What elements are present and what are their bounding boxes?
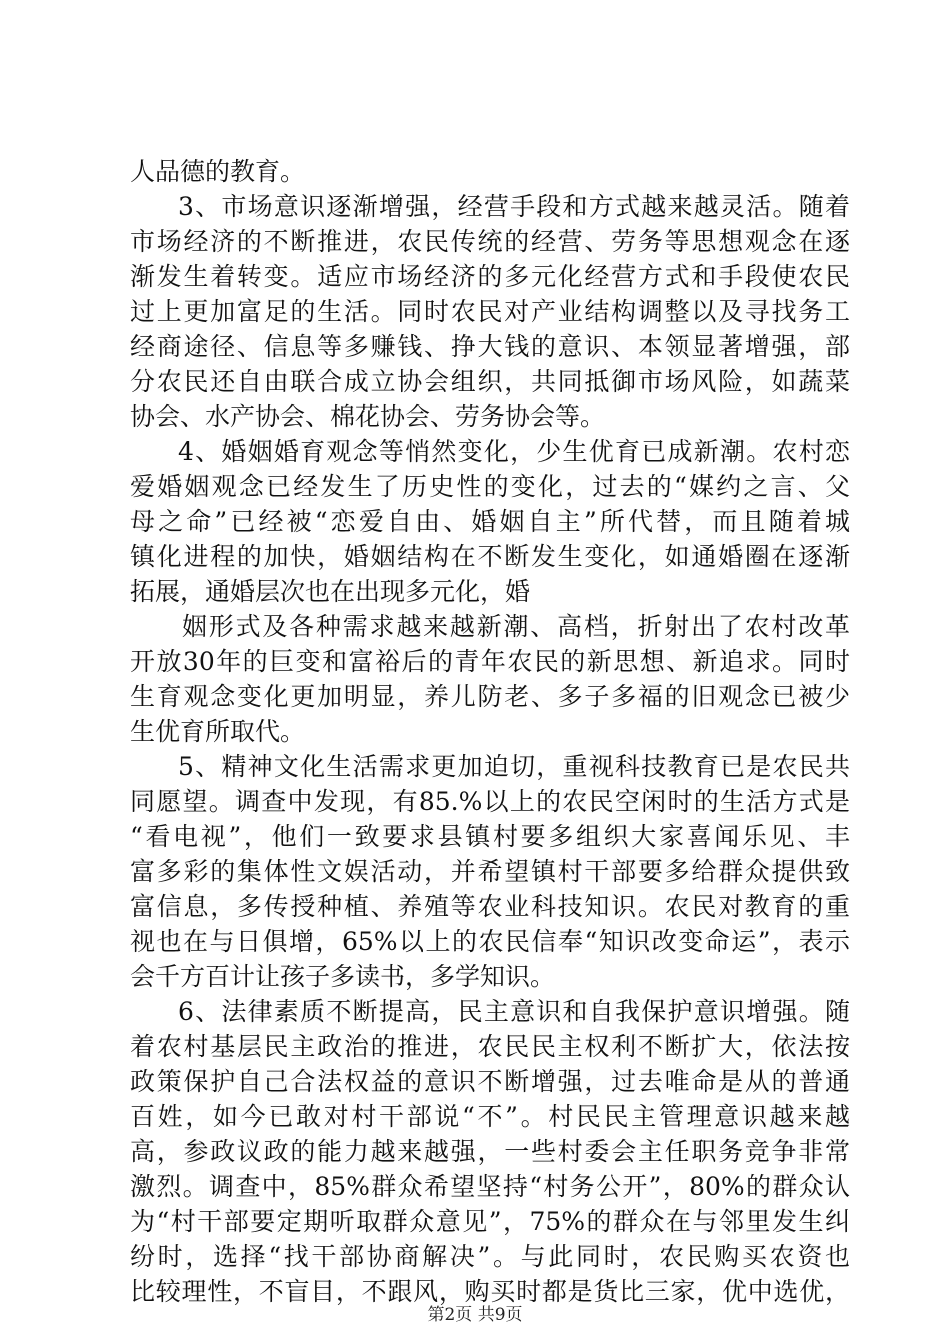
text-line: 开放30年的巨变和富裕后的青年农民的新思想、新追求。同时 [130,647,850,676]
page-footer: 第2页 共9页 [427,1305,523,1325]
text-line: 生优育所取代。 [130,717,306,746]
text-line: 渐发生着转变。适应市场经济的多元化经营方式和手段使农民 [130,262,850,291]
text-line: 5、精神文化生活需求更加迫切，重视科技教育已是农民共 [178,752,850,781]
text-line: 市场经济的不断推进，农民传统的经营、劳务等思想观念在逐 [130,227,850,256]
text-line: “看电视”，他们一致要求县镇村要多组织大家喜闻乐见、丰 [130,822,850,851]
text-line: 比较理性，不盲目，不跟风，购买时都是货比三家，优中选优， [130,1277,850,1306]
text-line: 3、市场意识逐渐增强，经营手段和方式越来越灵活。随着 [178,192,850,221]
text-line: 生育观念变化更加明显，养儿防老、多子多福的旧观念已被少 [130,682,850,711]
text-line: 过上更加富足的生活。同时农民对产业结构调整以及寻找务工 [130,297,850,326]
text-line: 政策保护自己合法权益的意识不断增强，过去唯命是从的普通 [130,1067,850,1096]
text-line: 4、婚姻婚育观念等悄然变化，少生优育已成新潮。农村恋 [178,437,850,466]
text-line: 爱婚姻观念已经发生了历史性的变化，过去的“媒约之言、父 [130,472,850,501]
text-line: 激烈。调查中，85%群众希望坚持“村务公开”，80%的群众认 [130,1172,850,1201]
text-line: 拓展，通婚层次也在出现多元化，婚 [130,577,531,606]
text-line: 会千方百计让孩子多读书，多学知识。 [130,962,556,991]
text-line: 富多彩的集体性文娱活动，并希望镇村干部要多给群众提供致 [130,857,850,886]
text-line: 为“村干部要定期听取群众意见”，75%的群众在与邻里发生纠 [130,1207,850,1236]
text-line: 人品德的教育。 [130,157,306,186]
text-line: 同愿望。调查中发现，有85.%以上的农民空闲时的生活方式是 [130,787,850,816]
text-line: 高，参政议政的能力越来越强，一些村委会主任职务竞争非常 [130,1137,850,1166]
text-line: 协会、水产协会、棉花协会、劳务协会等。 [130,402,606,431]
text-line: 镇化进程的加快，婚姻结构在不断发生变化，如通婚圈在逐渐 [130,542,850,571]
text-line: 6、法律素质不断提高，民主意识和自我保护意识增强。随 [178,997,850,1026]
text-line: 姻形式及各种需求越来越新潮、高档，折射出了农村改革 [182,612,850,641]
text-line: 富信息，多传授种植、养殖等农业科技知识。农民对教育的重 [130,892,850,921]
text-line: 纷时，选择“找干部协商解决”。与此同时，农民购买农资也 [130,1242,850,1271]
text-line: 母之命”已经被“恋爱自由、婚姻自主”所代替，而且随着城 [130,507,850,536]
text-line: 分农民还自由联合成立协会组织，共同抵御市场风险，如蔬菜 [130,367,850,396]
text-line: 视也在与日俱增，65%以上的农民信奉“知识改变命运”，表示 [130,927,850,956]
text-line: 百姓，如今已敢对村干部说“不”。村民民主管理意识越来越 [130,1102,850,1131]
text-line: 经商途径、信息等多赚钱、挣大钱的意识、本领显著增强，部 [130,332,850,361]
text-line: 着农村基层民主政治的推进，农民民主权利不断扩大，依法按 [130,1032,850,1061]
